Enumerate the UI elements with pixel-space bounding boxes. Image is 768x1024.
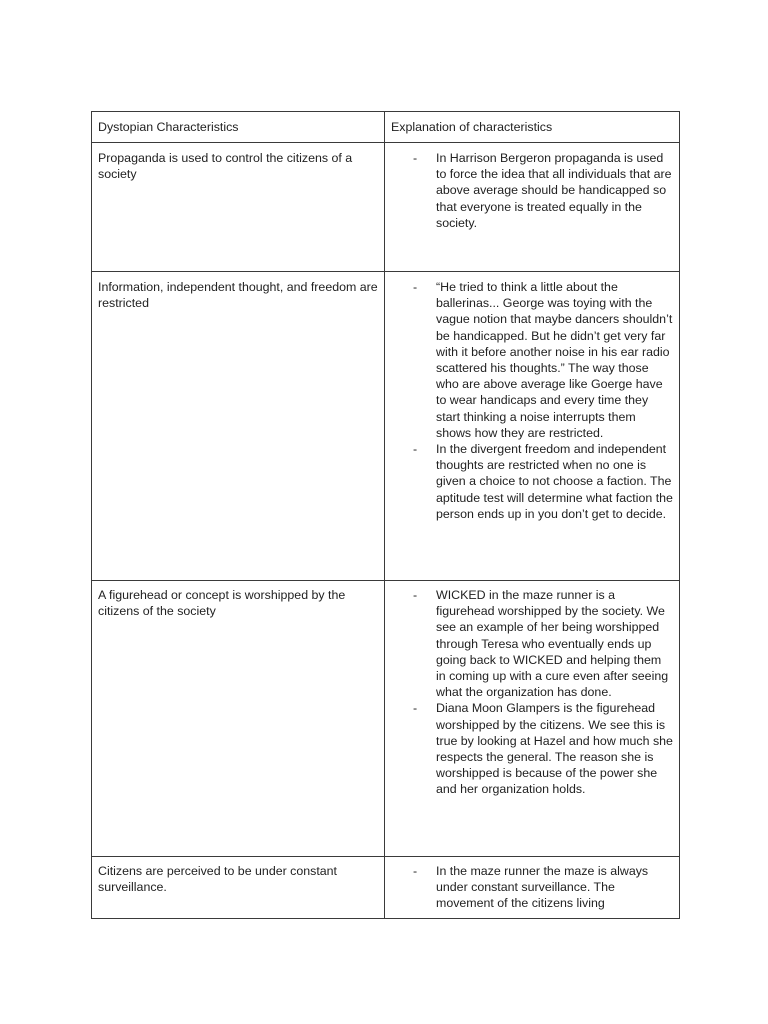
characteristic-text: Propaganda is used to control the citizens of a society	[98, 151, 353, 182]
characteristic-text: Information, independent thought, and freedom are restricted	[98, 280, 378, 311]
explanation-clip	[391, 863, 673, 917]
bullet-dash: -	[413, 701, 418, 716]
explanation-cell	[385, 272, 680, 581]
explanation-list	[391, 863, 673, 912]
characteristic-cell	[92, 581, 385, 857]
explanation-cell	[385, 143, 680, 272]
explanation-cell	[385, 857, 680, 919]
explanation-item	[391, 279, 673, 441]
explanation-item	[391, 863, 673, 912]
bullet-dash: -	[413, 442, 418, 457]
bullet-dash: -	[413, 864, 418, 878]
explanation-text: In the maze runner the maze is always under constant surveillance. The movement of the citizens living	[436, 864, 649, 911]
explanation-list	[391, 279, 673, 522]
table-row	[92, 857, 680, 919]
header-explanation-label: Explanation of characteristics	[391, 120, 553, 134]
characteristic-clip	[98, 863, 378, 917]
explanation-list	[391, 587, 673, 798]
header-explanation	[385, 112, 680, 143]
explanation-item	[391, 587, 673, 700]
characteristics-table	[91, 111, 680, 919]
characteristic-cell	[92, 272, 385, 581]
table-header-row	[92, 112, 680, 143]
explanation-item	[391, 441, 673, 522]
explanation-list	[391, 150, 673, 231]
header-characteristics-label: Dystopian Characteristics	[98, 120, 239, 134]
explanation-cell	[385, 581, 680, 857]
table-row	[92, 143, 680, 272]
characteristic-text: Citizens are perceived to be under constant surveillance.	[98, 864, 338, 895]
characteristic-cell	[92, 857, 385, 919]
characteristic-text: A figurehead or concept is worshipped by the citizens of the society	[98, 588, 346, 619]
explanation-item	[391, 150, 673, 231]
explanation-text: In the divergent freedom and independent thoughts are restricted when no one is given a choice to not choose a faction. The aptitude test will determine what faction the person ends up in you don’t get to decide.	[436, 442, 673, 521]
bullet-dash: -	[413, 280, 418, 294]
explanation-text: WICKED in the maze runner is a figurehead worshipped by the society. We see an example of her being worshipped through Teresa who eventually ends up going back to WICKED and helping them in coming up with a cure even after seeing what the organization has done.	[436, 588, 669, 700]
characteristic-cell	[92, 143, 385, 272]
bullet-dash: -	[413, 588, 418, 602]
explanation-text: In Harrison Bergeron propaganda is used to force the idea that all individuals that are above average should be handicapped so that everyone is treated equally in the society.	[436, 151, 672, 230]
explanation-text: Diana Moon Glampers is the figurehead worshipped by the citizens. We see this is true by looking at Hazel and how much she respects the general. The reason she is worshipped is because of the power she and her organization holds.	[436, 701, 673, 797]
bullet-dash: -	[413, 151, 418, 165]
table-row	[92, 581, 680, 857]
header-characteristics	[92, 112, 385, 143]
table-row	[92, 272, 680, 581]
explanation-item	[391, 700, 673, 797]
explanation-text: “He tried to think a little about the ballerinas... George was toying with the vague notion that maybe dancers shouldn’t be handicapped. But he didn’t get very far with it before another noise in his ear radio scattered his thoughts.” The way those who are above average like Goerge have to wear handicaps and every time they start thinking a noise interrupts them shows how they are restricted.	[436, 280, 673, 440]
